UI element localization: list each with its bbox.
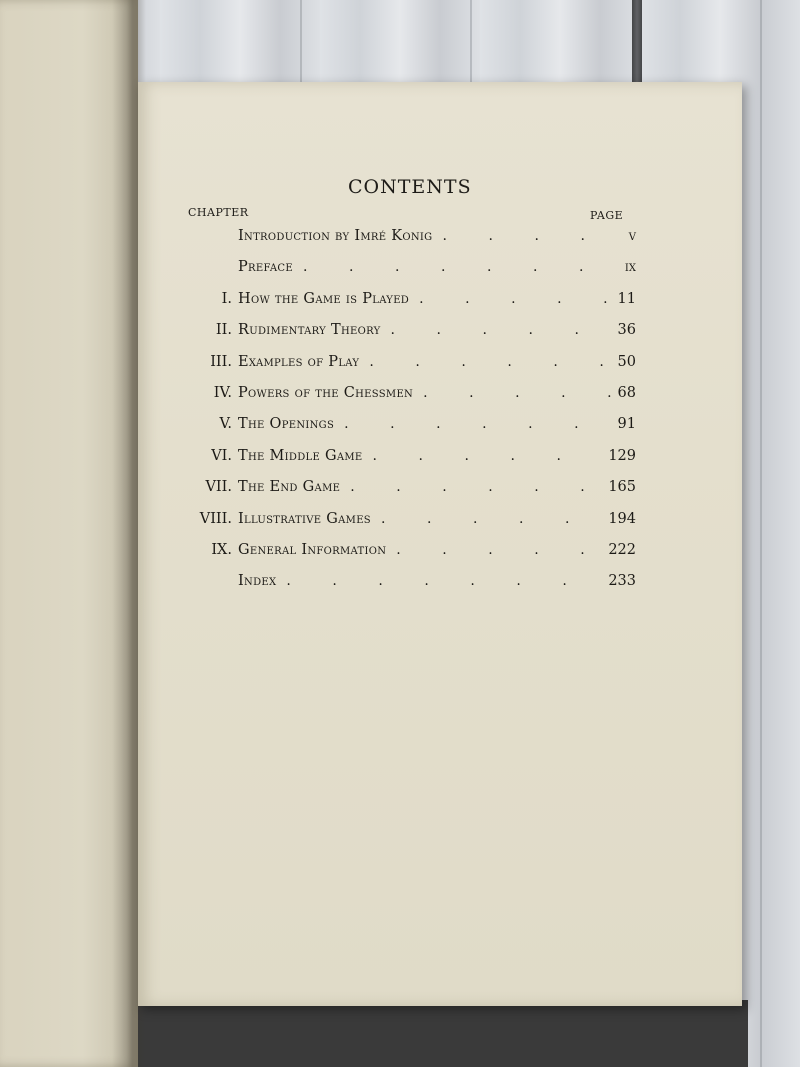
chapter-title: The End Game bbox=[238, 479, 341, 496]
leader-dot: . bbox=[470, 573, 475, 590]
leader-dot: . bbox=[528, 322, 533, 339]
leader-dot: . bbox=[348, 259, 354, 276]
page-number: v bbox=[628, 228, 636, 244]
chapter-title: The Middle Game bbox=[238, 447, 363, 464]
leader-dot: . bbox=[426, 510, 432, 527]
leader-dot: . bbox=[516, 573, 521, 590]
leader-dot: . bbox=[564, 510, 570, 527]
leader-dot: . bbox=[607, 385, 612, 401]
chapter-number: VII. bbox=[205, 479, 232, 496]
leader-dot: . bbox=[507, 353, 512, 370]
leader-dot: . bbox=[442, 542, 447, 558]
chapter-title: Preface bbox=[238, 259, 293, 276]
toc-entry bbox=[138, 573, 742, 597]
leader-dot: . bbox=[580, 542, 585, 558]
leader-dot: . bbox=[580, 479, 585, 496]
leader-dot: . bbox=[332, 573, 337, 590]
chapter-number: IX. bbox=[211, 542, 232, 558]
leader-dot: . bbox=[574, 416, 579, 433]
toc-entry bbox=[138, 511, 742, 535]
toc-entry bbox=[138, 259, 742, 283]
leader-dot: . bbox=[511, 290, 516, 307]
chapter-title: The Openings bbox=[238, 416, 335, 433]
leader-dot: . bbox=[532, 259, 538, 276]
leader-dot: . bbox=[469, 385, 474, 401]
page-number: 233 bbox=[608, 573, 636, 590]
leader-dot: . bbox=[286, 573, 291, 590]
leader-dot: . bbox=[423, 385, 428, 401]
chapter-title: Introduction by Imré Konig bbox=[238, 228, 433, 244]
leader-dot: . bbox=[534, 542, 539, 558]
leader-dot: . bbox=[302, 259, 308, 276]
chapter-title: How the Game is Played bbox=[238, 290, 410, 307]
leader-dot: . bbox=[390, 322, 395, 339]
leader-dot: . bbox=[518, 510, 524, 527]
toc-entry bbox=[138, 291, 742, 315]
toc-entry bbox=[138, 385, 742, 409]
leader-dot: . bbox=[515, 385, 520, 401]
leader-dot: . bbox=[442, 479, 447, 496]
page-number: ix bbox=[624, 259, 636, 276]
leader-dot: . bbox=[369, 353, 374, 370]
chapter-title: Rudimentary Theory bbox=[238, 322, 381, 339]
page-number: 194 bbox=[608, 510, 636, 527]
leader-dot: . bbox=[396, 479, 401, 496]
leader-dot: . bbox=[488, 542, 493, 558]
book-shadow bbox=[128, 1000, 748, 1067]
toc-entry bbox=[138, 479, 742, 503]
page-number: 11 bbox=[617, 290, 636, 307]
leader-dot: . bbox=[419, 290, 424, 307]
page-number: 129 bbox=[608, 447, 636, 464]
leader-dot: . bbox=[561, 385, 566, 401]
page-title: CONTENTS bbox=[348, 176, 472, 198]
chapter-number: III. bbox=[210, 353, 232, 370]
chapter-column-header: CHAPTER bbox=[188, 206, 249, 219]
toc-entry bbox=[138, 228, 742, 252]
leader-dot: . bbox=[464, 447, 469, 464]
leader-dot: . bbox=[415, 353, 420, 370]
chapter-number: VIII. bbox=[199, 510, 232, 527]
leader-dot: . bbox=[442, 228, 447, 244]
contents-page bbox=[138, 82, 742, 1006]
leader-dot: . bbox=[350, 479, 355, 496]
page-number: 36 bbox=[617, 322, 636, 339]
leader-dot: . bbox=[528, 416, 533, 433]
toc-entry bbox=[138, 322, 742, 346]
leader-dot: . bbox=[396, 542, 401, 558]
leader-dot: . bbox=[510, 447, 515, 464]
leader-dot: . bbox=[436, 322, 441, 339]
leader-dot: . bbox=[344, 416, 349, 433]
leader-dot: . bbox=[603, 290, 608, 307]
leader-dot: . bbox=[394, 259, 400, 276]
page-number: 50 bbox=[617, 353, 636, 370]
chapter-number: II. bbox=[215, 322, 232, 339]
leader-dot: . bbox=[482, 416, 487, 433]
chapter-title: Examples of Play bbox=[238, 353, 360, 370]
toc-entry bbox=[138, 542, 742, 566]
leader-dot: . bbox=[534, 479, 539, 496]
leader-dot: . bbox=[553, 353, 558, 370]
toc-entry bbox=[138, 448, 742, 472]
leader-dot: . bbox=[578, 259, 584, 276]
page-number: 165 bbox=[608, 479, 636, 496]
leader-dot: . bbox=[486, 259, 492, 276]
toc-entry bbox=[138, 354, 742, 378]
chapter-number: V. bbox=[219, 416, 232, 433]
page-number: 91 bbox=[617, 416, 636, 433]
chapter-number: IV. bbox=[213, 385, 232, 401]
leader-dot: . bbox=[472, 510, 478, 527]
wood-grain bbox=[760, 0, 762, 1067]
leader-dot: . bbox=[488, 479, 493, 496]
toc-entry bbox=[138, 416, 742, 440]
page-number: 222 bbox=[608, 542, 636, 558]
leader-dot: . bbox=[440, 259, 446, 276]
leader-dot: . bbox=[534, 228, 539, 244]
leader-dot: . bbox=[436, 416, 441, 433]
leader-dot: . bbox=[482, 322, 487, 339]
chapter-number: VI. bbox=[211, 447, 232, 464]
leader-dot: . bbox=[424, 573, 429, 590]
leader-dot: . bbox=[380, 510, 386, 527]
leader-dot: . bbox=[580, 228, 585, 244]
page-number: 68 bbox=[617, 385, 636, 401]
leader-dot: . bbox=[557, 290, 562, 307]
chapter-title: Powers of the Chessmen bbox=[238, 385, 414, 401]
page-column-header: PAGE bbox=[590, 209, 624, 222]
leader-dot: . bbox=[574, 322, 579, 339]
leader-dot: . bbox=[488, 228, 493, 244]
leader-dot: . bbox=[461, 353, 466, 370]
chapter-title: Index bbox=[238, 573, 277, 590]
leader-dot: . bbox=[390, 416, 395, 433]
chapter-number: I. bbox=[221, 290, 232, 307]
leader-dot: . bbox=[418, 447, 423, 464]
chapter-title: Illustrative Games bbox=[238, 510, 371, 527]
chapter-title: General Information bbox=[238, 542, 387, 558]
leader-dot: . bbox=[372, 447, 377, 464]
leader-dot: . bbox=[599, 353, 604, 370]
leader-dot: . bbox=[556, 447, 561, 464]
leader-dot: . bbox=[378, 573, 383, 590]
leader-dot: . bbox=[562, 573, 567, 590]
leader-dot: . bbox=[465, 290, 470, 307]
